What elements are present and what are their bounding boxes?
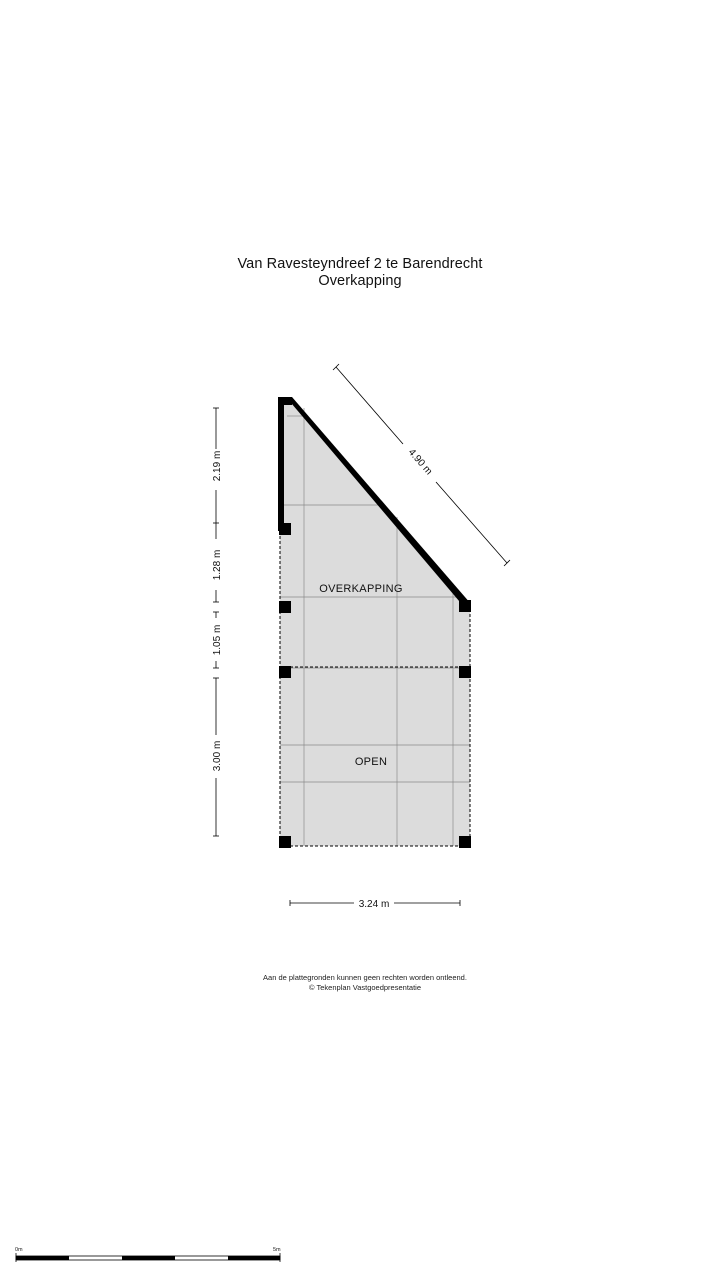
column <box>459 600 471 612</box>
column <box>279 666 291 678</box>
plan-address: Van Ravesteyndreef 2 te Barendrecht <box>237 256 483 272</box>
scale-bar <box>16 1253 280 1262</box>
room-label-overkapping: OVERKAPPING <box>319 583 403 595</box>
disclaimer-line-1: Aan de plattegronden kunnen geen rechten worden ontleend. <box>263 973 467 982</box>
dimension-label-bottom: 3.24 m <box>358 899 390 910</box>
dimension-label-left-3: 1.05 m <box>212 624 223 656</box>
column <box>459 836 471 848</box>
column <box>279 523 291 535</box>
plan-floor-name: Overkapping <box>318 273 402 289</box>
room-label-open: OPEN <box>354 756 388 768</box>
scale-start-label: 0m <box>15 1247 23 1253</box>
disclaimer <box>0 973 720 993</box>
dimension-label-left-1: 2.19 m <box>212 450 223 482</box>
scale-end-label: 5m <box>273 1247 281 1253</box>
column <box>279 601 291 613</box>
dimension-label-left-2: 1.28 m <box>212 549 223 581</box>
wall-left <box>278 397 284 531</box>
disclaimer-line-2: © Tekenplan Vastgoedpresentatie <box>309 983 421 992</box>
column <box>459 666 471 678</box>
column <box>279 836 291 848</box>
dimension-label-left-4: 3.00 m <box>212 740 223 772</box>
floor-area <box>280 399 470 846</box>
dimension-label-diagonal: 4.90 m <box>405 446 435 478</box>
